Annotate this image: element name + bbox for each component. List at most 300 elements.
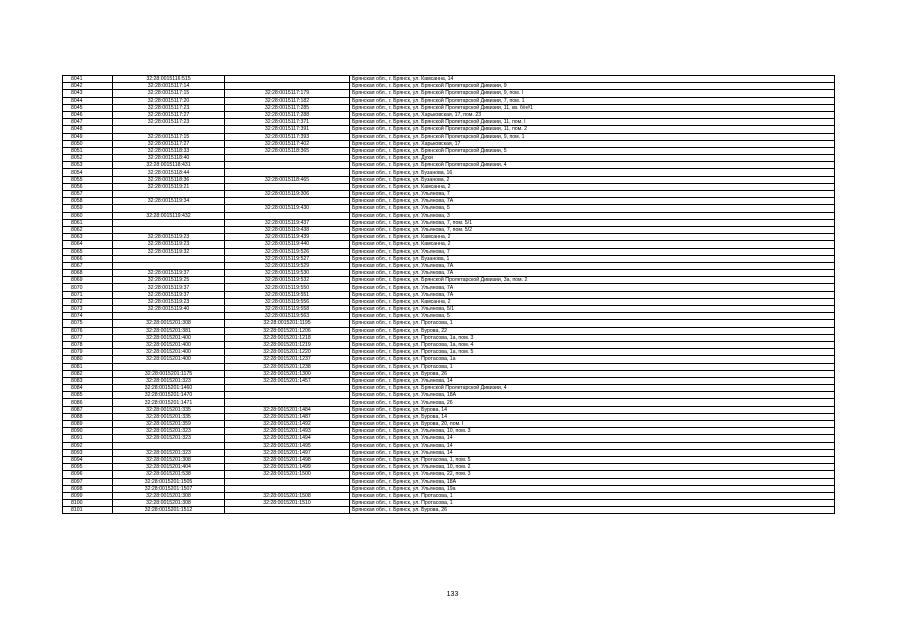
building-cadastral-number-cell: 32:28:0015117:393 [225, 133, 350, 140]
address-cell: Брянская обл., г. Брянск, ул. Бурова, 20, пом. I [350, 421, 835, 428]
table-row [63, 392, 835, 399]
table-row [63, 291, 835, 298]
building-cadastral-number-cell: 32:28:0015119:438 [225, 226, 350, 233]
address-cell: Брянская обл., г. Брянск, ул. Камсанна, 2 [350, 234, 835, 241]
registry-table [62, 75, 835, 514]
address-cell: Брянская обл., г. Брянск, ул. Бурова, 14 [350, 413, 835, 420]
land-cadastral-number-cell [113, 191, 225, 198]
land-cadastral-number-cell: 32:28:0015201:400 [113, 341, 225, 348]
land-cadastral-number-cell: 32:28:0015117:23 [113, 119, 225, 126]
building-cadastral-number-cell: 32:28:0015119:532 [225, 277, 350, 284]
table-row [63, 241, 835, 248]
row-number-cell: 8041 [63, 76, 113, 83]
building-cadastral-number-cell: 32:28:0015119:440 [225, 241, 350, 248]
table-row [63, 111, 835, 118]
address-cell: Брянская обл., г. Брянск, ул. Ульянова, 7А [350, 270, 835, 277]
address-cell: Брянская обл., г. Брянск, ул. Ульянова, 7А [350, 262, 835, 269]
land-cadastral-number-cell: 32:28:0015201:400 [113, 334, 225, 341]
table-row [63, 234, 835, 241]
table-row [63, 147, 835, 154]
land-cadastral-number-cell: 32:28:0015118:36 [113, 176, 225, 183]
building-cadastral-number-cell: 32:28:0015201:1487 [225, 413, 350, 420]
address-cell: Брянская обл., г. Брянск, ул. Брянской Пролетарской Дивизии, 11, кв. б/н#1 [350, 104, 835, 111]
row-number-cell: 8073 [63, 306, 113, 313]
building-cadastral-number-cell [225, 83, 350, 90]
address-cell: Брянская обл., г. Брянск, ул. Камсанна, 2 [350, 241, 835, 248]
row-number-cell: 8055 [63, 176, 113, 183]
address-cell: Брянская обл., г. Брянск, ул. Ульянова, 7, пом. 5/2 [350, 226, 835, 233]
address-cell: Брянская обл., г. Брянск, ул. Ульянова, 7А [350, 284, 835, 291]
building-cadastral-number-cell: 32:28:0015117:371 [225, 119, 350, 126]
row-number-cell: 8090 [63, 428, 113, 435]
table-row [63, 83, 835, 90]
land-cadastral-number-cell: 32:28:0015201:1470 [113, 392, 225, 399]
row-number-cell: 8063 [63, 234, 113, 241]
address-cell: Брянская обл., г. Брянск, ул. Брянской Пролетарской Дивизии, 4 [350, 385, 835, 392]
address-cell: Брянская обл., г. Брянск, ул. Ульянова, 26 [350, 399, 835, 406]
address-cell: Брянская обл., г. Брянск, ул. Ульянова, 7, пом. 5/1 [350, 219, 835, 226]
table-row [63, 449, 835, 456]
land-cadastral-number-cell: 32:28:0015201:1512 [113, 507, 225, 514]
land-cadastral-number-cell: 32:28:0015117:20 [113, 97, 225, 104]
table-row [63, 435, 835, 442]
land-cadastral-number-cell: 32:28:0015119:23 [113, 241, 225, 248]
row-number-cell: 8085 [63, 392, 113, 399]
land-cadastral-number-cell: 32:28:0015118:44 [113, 169, 225, 176]
land-cadastral-number-cell [113, 219, 225, 226]
table-row [63, 341, 835, 348]
table-row [63, 356, 835, 363]
building-cadastral-number-cell: 32:28:0015201:1238 [225, 363, 350, 370]
address-cell: Брянская обл., г. Брянск, ул. Ульянова, 10, пом. 3 [350, 428, 835, 435]
building-cadastral-number-cell: 32:28:0015119:550 [225, 284, 350, 291]
table-row [63, 205, 835, 212]
land-cadastral-number-cell: 32:28:0015201:323 [113, 435, 225, 442]
row-number-cell: 8066 [63, 255, 113, 262]
building-cadastral-number-cell: 32:28:0015119:556 [225, 298, 350, 305]
row-number-cell: 8086 [63, 399, 113, 406]
land-cadastral-number-cell: 32:28:0015201:400 [113, 356, 225, 363]
building-cadastral-number-cell: 32:28:0015201:1495 [225, 442, 350, 449]
row-number-cell: 8057 [63, 191, 113, 198]
table-row [63, 456, 835, 463]
land-cadastral-number-cell: 32:28:0015201:400 [113, 349, 225, 356]
table-row [63, 104, 835, 111]
address-cell: Брянская обл., г. Брянск, ул. Ульянова, 18А [350, 392, 835, 399]
address-cell: Брянская обл., г. Брянск, ул. Протасова, 1, пом. 5 [350, 456, 835, 463]
table-row [63, 413, 835, 420]
address-cell: Брянская обл., г. Брянск, ул. Брянской Пролетарской Дивизии, 9 [350, 83, 835, 90]
table-row [63, 126, 835, 133]
building-cadastral-number-cell: 32:28:0015119:306 [225, 191, 350, 198]
table-row [63, 169, 835, 176]
table-row [63, 313, 835, 320]
building-cadastral-number-cell: 32:28:0015201:1219 [225, 341, 350, 348]
address-cell: Брянская обл., г. Брянск, ул. Бурова, 26 [350, 370, 835, 377]
table-row [63, 226, 835, 233]
row-number-cell: 8044 [63, 97, 113, 104]
building-cadastral-number-cell: 32:28:0015119:439 [225, 234, 350, 241]
row-number-cell: 8060 [63, 212, 113, 219]
address-cell: Брянская обл., г. Брянск, ул. Ульянова, 7 [350, 248, 835, 255]
table-row [63, 370, 835, 377]
land-cadastral-number-cell: 32:28:0015117:23 [113, 104, 225, 111]
row-number-cell: 8076 [63, 327, 113, 334]
address-cell: Брянская обл., г. Брянск, ул. Ульянова, 7 [350, 191, 835, 198]
table-row [63, 306, 835, 313]
land-cadastral-number-cell: 32:28:0015117:14 [113, 83, 225, 90]
row-number-cell: 8056 [63, 183, 113, 190]
row-number-cell: 8083 [63, 377, 113, 384]
land-cadastral-number-cell [113, 313, 225, 320]
table-row [63, 133, 835, 140]
address-cell: Брянская обл., г. Брянск, ул. Ульянова, 14 [350, 442, 835, 449]
table-row [63, 76, 835, 83]
address-cell: Брянская обл., г. Брянск, ул. Ульянова, 10, пом. 2 [350, 464, 835, 471]
building-cadastral-number-cell: 32:28:0015201:1300 [225, 370, 350, 377]
row-number-cell: 8067 [63, 262, 113, 269]
table-row [63, 198, 835, 205]
building-cadastral-number-cell [225, 385, 350, 392]
land-cadastral-number-cell: 32:28:0015119:34 [113, 198, 225, 205]
land-cadastral-number-cell [113, 205, 225, 212]
land-cadastral-number-cell: 32:28:0015117:27 [113, 140, 225, 147]
table-row [63, 349, 835, 356]
land-cadastral-number-cell [113, 126, 225, 133]
address-cell: Брянская обл., г. Брянск, ул. Камсанна, 2 [350, 183, 835, 190]
row-number-cell: 8065 [63, 248, 113, 255]
address-cell: Брянская обл., г. Брянск, ул. Ульянова, 5/1 [350, 306, 835, 313]
land-cadastral-number-cell: 32:28:0015118:40 [113, 155, 225, 162]
building-cadastral-number-cell: 32:28:0015201:1510 [225, 500, 350, 507]
building-cadastral-number-cell: 32:28:0015201:1499 [225, 464, 350, 471]
building-cadastral-number-cell [225, 183, 350, 190]
building-cadastral-number-cell [225, 478, 350, 485]
building-cadastral-number-cell: 32:28:0015117:179 [225, 90, 350, 97]
building-cadastral-number-cell: 32:28:0015119:430 [225, 205, 350, 212]
building-cadastral-number-cell: 32:28:0015201:1498 [225, 456, 350, 463]
address-cell: Брянская обл., г. Брянск, ул. Протасова, 1 [350, 320, 835, 327]
table-row [63, 183, 835, 190]
address-cell: Брянская обл., г. Брянск, ул. Бузанова, 16 [350, 169, 835, 176]
row-number-cell: 8100 [63, 500, 113, 507]
land-cadastral-number-cell: 32:28:0015119:23 [113, 234, 225, 241]
address-cell: Брянская обл., г. Брянск, ул. Протасова, 1а [350, 356, 835, 363]
row-number-cell: 8093 [63, 449, 113, 456]
building-cadastral-number-cell: 32:28:0015119:558 [225, 306, 350, 313]
row-number-cell: 8070 [63, 284, 113, 291]
building-cadastral-number-cell [225, 169, 350, 176]
row-number-cell: 8071 [63, 291, 113, 298]
address-cell: Брянская обл., г. Брянск, ул. Протасова, 1а, пом. 3 [350, 334, 835, 341]
address-cell: Брянская обл., г. Брянск, ул. Ульянова, 14 [350, 377, 835, 384]
address-cell: Брянская обл., г. Брянск, ул. Протасова, 1 [350, 363, 835, 370]
building-cadastral-number-cell: 32:28:0015201:1457 [225, 377, 350, 384]
building-cadastral-number-cell: 32:28:0015201:1492 [225, 421, 350, 428]
building-cadastral-number-cell: 32:28:0015119:527 [225, 255, 350, 262]
table-row [63, 478, 835, 485]
address-cell: Брянская обл., г. Брянск, ул. Брянской Пролетарской Дивизии, 5 [350, 147, 835, 154]
table-row [63, 385, 835, 392]
land-cadastral-number-cell [113, 442, 225, 449]
building-cadastral-number-cell [225, 212, 350, 219]
building-cadastral-number-cell: 32:28:0015117:288 [225, 111, 350, 118]
row-number-cell: 8078 [63, 341, 113, 348]
address-cell: Брянская обл., г. Брянск, ул. Ульянова, 5 [350, 313, 835, 320]
land-cadastral-number-cell: 32:28:0015116:515 [113, 76, 225, 83]
land-cadastral-number-cell: 32:28:0015117:15 [113, 133, 225, 140]
row-number-cell: 8089 [63, 421, 113, 428]
row-number-cell: 8077 [63, 334, 113, 341]
row-number-cell: 8080 [63, 356, 113, 363]
building-cadastral-number-cell: 32:28:0015117:285 [225, 104, 350, 111]
table-row [63, 90, 835, 97]
row-number-cell: 8061 [63, 219, 113, 226]
table-row [63, 320, 835, 327]
land-cadastral-number-cell [113, 255, 225, 262]
address-cell: Брянская обл., г. Брянск, ул. Духи [350, 155, 835, 162]
land-cadastral-number-cell: 32:28:0015119:40 [113, 306, 225, 313]
row-number-cell: 8052 [63, 155, 113, 162]
land-cadastral-number-cell [113, 262, 225, 269]
land-cadastral-number-cell: 32:28:0015201:359 [113, 421, 225, 428]
building-cadastral-number-cell: 32:28:0015119:563 [225, 313, 350, 320]
address-cell: Брянская обл., г. Брянск, ул. Ульянова, 14 [350, 435, 835, 442]
building-cadastral-number-cell: 32:28:0015119:437 [225, 219, 350, 226]
page-number: 133 [446, 591, 459, 598]
row-number-cell: 8095 [63, 464, 113, 471]
address-cell: Брянская обл., г. Брянск, ул. Харьковская, 17 [350, 140, 835, 147]
land-cadastral-number-cell: 32:28:0015119:37 [113, 284, 225, 291]
address-cell: Брянская обл., г. Брянск, ул. Камсанна, 14 [350, 76, 835, 83]
row-number-cell: 8075 [63, 320, 113, 327]
table-row [63, 219, 835, 226]
building-cadastral-number-cell: 32:28:0015119:526 [225, 248, 350, 255]
building-cadastral-number-cell: 32:28:0015201:1497 [225, 449, 350, 456]
land-cadastral-number-cell: 32:28:0015201:1460 [113, 385, 225, 392]
building-cadastral-number-cell [225, 485, 350, 492]
address-cell: Брянская обл., г. Брянск, ул. Протасова, 1 [350, 500, 835, 507]
land-cadastral-number-cell: 32:28:0015118:431 [113, 162, 225, 169]
land-cadastral-number-cell: 32:28:0015201:323 [113, 449, 225, 456]
address-cell: Брянская обл., г. Брянск, ул. Бурова, 22 [350, 327, 835, 334]
row-number-cell: 8099 [63, 492, 113, 499]
table-row [63, 284, 835, 291]
row-number-cell: 8091 [63, 435, 113, 442]
building-cadastral-number-cell: 32:28:0015201:1218 [225, 334, 350, 341]
table-row [63, 399, 835, 406]
table-row [63, 176, 835, 183]
address-cell: Брянская обл., г. Брянск, ул. Протасова, 1а, пом. 5 [350, 349, 835, 356]
building-cadastral-number-cell: 32:28:0015119:551 [225, 291, 350, 298]
row-number-cell: 8054 [63, 169, 113, 176]
row-number-cell: 8087 [63, 406, 113, 413]
land-cadastral-number-cell: 32:28:0015201:308 [113, 456, 225, 463]
table-row [63, 191, 835, 198]
land-cadastral-number-cell: 32:28:0015201:335 [113, 413, 225, 420]
table-row [63, 140, 835, 147]
row-number-cell: 8081 [63, 363, 113, 370]
building-cadastral-number-cell [225, 507, 350, 514]
land-cadastral-number-cell: 32:28:0015119:23 [113, 298, 225, 305]
row-number-cell: 8049 [63, 133, 113, 140]
table-row [63, 492, 835, 499]
address-cell: Брянская обл., г. Брянск, ул. Брянской Пролетарской Дивизии, 11, пом. 2 [350, 126, 835, 133]
building-cadastral-number-cell: 32:28:0015119:530 [225, 270, 350, 277]
building-cadastral-number-cell: 32:28:0015201:1484 [225, 406, 350, 413]
address-cell: Брянская обл., г. Брянск, ул. Харьковская, 17, пом. 23 [350, 111, 835, 118]
land-cadastral-number-cell: 32:28:0015201:1505 [113, 478, 225, 485]
land-cadastral-number-cell: 32:28:0015201:335 [113, 406, 225, 413]
building-cadastral-number-cell: 32:28:0015201:1220 [225, 349, 350, 356]
land-cadastral-number-cell: 32:28:0015201:1175 [113, 370, 225, 377]
land-cadastral-number-cell: 32:28:0015201:323 [113, 377, 225, 384]
row-number-cell: 8097 [63, 478, 113, 485]
building-cadastral-number-cell: 32:28:0015201:1508 [225, 492, 350, 499]
address-cell: Брянская обл., г. Брянск, ул. Брянской Пролетарской Дивизии, 7, пом. 1 [350, 97, 835, 104]
row-number-cell: 8084 [63, 385, 113, 392]
land-cadastral-number-cell: 32:28:0015119:432 [113, 212, 225, 219]
table-row [63, 327, 835, 334]
building-cadastral-number-cell: 32:28:0015117:391 [225, 126, 350, 133]
address-cell: Брянская обл., г. Брянск, ул. Бурова, 26 [350, 507, 835, 514]
land-cadastral-number-cell: 32:28:0015201:308 [113, 320, 225, 327]
land-cadastral-number-cell: 32:28:0015118:33 [113, 147, 225, 154]
table-row [63, 277, 835, 284]
building-cadastral-number-cell [225, 198, 350, 205]
row-number-cell: 8096 [63, 471, 113, 478]
address-cell: Брянская обл., г. Брянск, ул. Брянской Пролетарской Дивизии, 9, пом. I [350, 90, 835, 97]
table-row [63, 421, 835, 428]
land-cadastral-number-cell: 32:28:0015201:1471 [113, 399, 225, 406]
row-number-cell: 8092 [63, 442, 113, 449]
table-row [63, 377, 835, 384]
building-cadastral-number-cell: 32:28:0015201:1493 [225, 428, 350, 435]
address-cell: Брянская обл., г. Брянск, ул. Брянской Пролетарской Дивизии, 11, пом. I [350, 119, 835, 126]
address-cell: Брянская обл., г. Брянск, ул. Камсанна, 2 [350, 298, 835, 305]
row-number-cell: 8058 [63, 198, 113, 205]
row-number-cell: 8050 [63, 140, 113, 147]
land-cadastral-number-cell [113, 226, 225, 233]
row-number-cell: 8069 [63, 277, 113, 284]
building-cadastral-number-cell: 32:28:0015118:465 [225, 176, 350, 183]
row-number-cell: 8068 [63, 270, 113, 277]
address-cell: Брянская обл., г. Брянск, ул. Брянской Пролетарской Дивизии, 9, пом. 1 [350, 133, 835, 140]
land-cadastral-number-cell: 32:28:0015201:323 [113, 428, 225, 435]
table-row [63, 255, 835, 262]
land-cadastral-number-cell: 32:28:0015119:32 [113, 248, 225, 255]
row-number-cell: 8079 [63, 349, 113, 356]
table-row [63, 471, 835, 478]
land-cadastral-number-cell: 32:28:0015119:25 [113, 277, 225, 284]
land-cadastral-number-cell: 32:28:0015201:1507 [113, 485, 225, 492]
row-number-cell: 8045 [63, 104, 113, 111]
address-cell: Брянская обл., г. Брянск, ул. Бузанова, 1 [350, 255, 835, 262]
land-cadastral-number-cell: 32:28:0015201:404 [113, 464, 225, 471]
building-cadastral-number-cell: 32:28:0015201:1494 [225, 435, 350, 442]
table-row [63, 248, 835, 255]
table-row [63, 507, 835, 514]
building-cadastral-number-cell [225, 162, 350, 169]
address-cell: Брянская обл., г. Брянск, ул. Бузанова, 2 [350, 176, 835, 183]
registry-table-body [63, 76, 835, 514]
address-cell: Брянская обл., г. Брянск, ул. Брянской Пролетарской Дивизии, 3а, пом. 2 [350, 277, 835, 284]
building-cadastral-number-cell [225, 392, 350, 399]
table-row [63, 428, 835, 435]
row-number-cell: 8094 [63, 456, 113, 463]
row-number-cell: 8042 [63, 83, 113, 90]
table-row [63, 334, 835, 341]
building-cadastral-number-cell [225, 76, 350, 83]
land-cadastral-number-cell: 32:28:0015201:381 [113, 327, 225, 334]
table-row [63, 406, 835, 413]
address-cell: Брянская обл., г. Брянск, ул. Ульянова, 3 [350, 212, 835, 219]
table-row [63, 485, 835, 492]
row-number-cell: 8059 [63, 205, 113, 212]
building-cadastral-number-cell: 32:28:0015117:402 [225, 140, 350, 147]
table-row [63, 155, 835, 162]
land-cadastral-number-cell [113, 363, 225, 370]
building-cadastral-number-cell: 32:28:0015201:1195 [225, 320, 350, 327]
table-row [63, 363, 835, 370]
row-number-cell: 8047 [63, 119, 113, 126]
address-cell: Брянская обл., г. Брянск, ул. Ульянова, 18А [350, 478, 835, 485]
table-row [63, 464, 835, 471]
land-cadastral-number-cell: 32:28:0015119:37 [113, 291, 225, 298]
address-cell: Брянская обл., г. Брянск, ул. Протасова, 1а, пом. 4 [350, 341, 835, 348]
building-cadastral-number-cell [225, 399, 350, 406]
row-number-cell: 8098 [63, 485, 113, 492]
land-cadastral-number-cell: 32:28:0015201:308 [113, 500, 225, 507]
address-cell: Брянская обл., г. Брянск, ул. Брянской Пролетарской Дивизии, 4 [350, 162, 835, 169]
building-cadastral-number-cell: 32:28:0015201:1206 [225, 327, 350, 334]
table-row [63, 212, 835, 219]
building-cadastral-number-cell: 32:28:0015119:529 [225, 262, 350, 269]
table-row [63, 270, 835, 277]
row-number-cell: 8074 [63, 313, 113, 320]
table-row [63, 500, 835, 507]
row-number-cell: 8088 [63, 413, 113, 420]
building-cadastral-number-cell: 32:28:0015201:1500 [225, 471, 350, 478]
table-row [63, 262, 835, 269]
row-number-cell: 8048 [63, 126, 113, 133]
row-number-cell: 8082 [63, 370, 113, 377]
land-cadastral-number-cell: 32:28:0015201:538 [113, 471, 225, 478]
row-number-cell: 8053 [63, 162, 113, 169]
table-row [63, 442, 835, 449]
land-cadastral-number-cell: 32:28:0015201:308 [113, 492, 225, 499]
row-number-cell: 8046 [63, 111, 113, 118]
address-cell: Брянская обл., г. Брянск, ул. Ульянова, 22, пом. 3 [350, 471, 835, 478]
address-cell: Брянская обл., г. Брянск, ул. Ульянова, 7А [350, 198, 835, 205]
row-number-cell: 8064 [63, 241, 113, 248]
land-cadastral-number-cell: 32:28:0015119:37 [113, 270, 225, 277]
address-cell: Брянская обл., г. Брянск, ул. Ульянова, 19а [350, 485, 835, 492]
building-cadastral-number-cell: 32:28:0015117:182 [225, 97, 350, 104]
table-row [63, 162, 835, 169]
table-row [63, 119, 835, 126]
building-cadastral-number-cell [225, 155, 350, 162]
row-number-cell: 8101 [63, 507, 113, 514]
address-cell: Брянская обл., г. Брянск, ул. Ульянова, 7А [350, 291, 835, 298]
land-cadastral-number-cell: 32:28:0015119:21 [113, 183, 225, 190]
table-row [63, 97, 835, 104]
row-number-cell: 8043 [63, 90, 113, 97]
building-cadastral-number-cell: 32:28:0015201:1237 [225, 356, 350, 363]
row-number-cell: 8062 [63, 226, 113, 233]
table-row [63, 298, 835, 305]
row-number-cell: 8072 [63, 298, 113, 305]
